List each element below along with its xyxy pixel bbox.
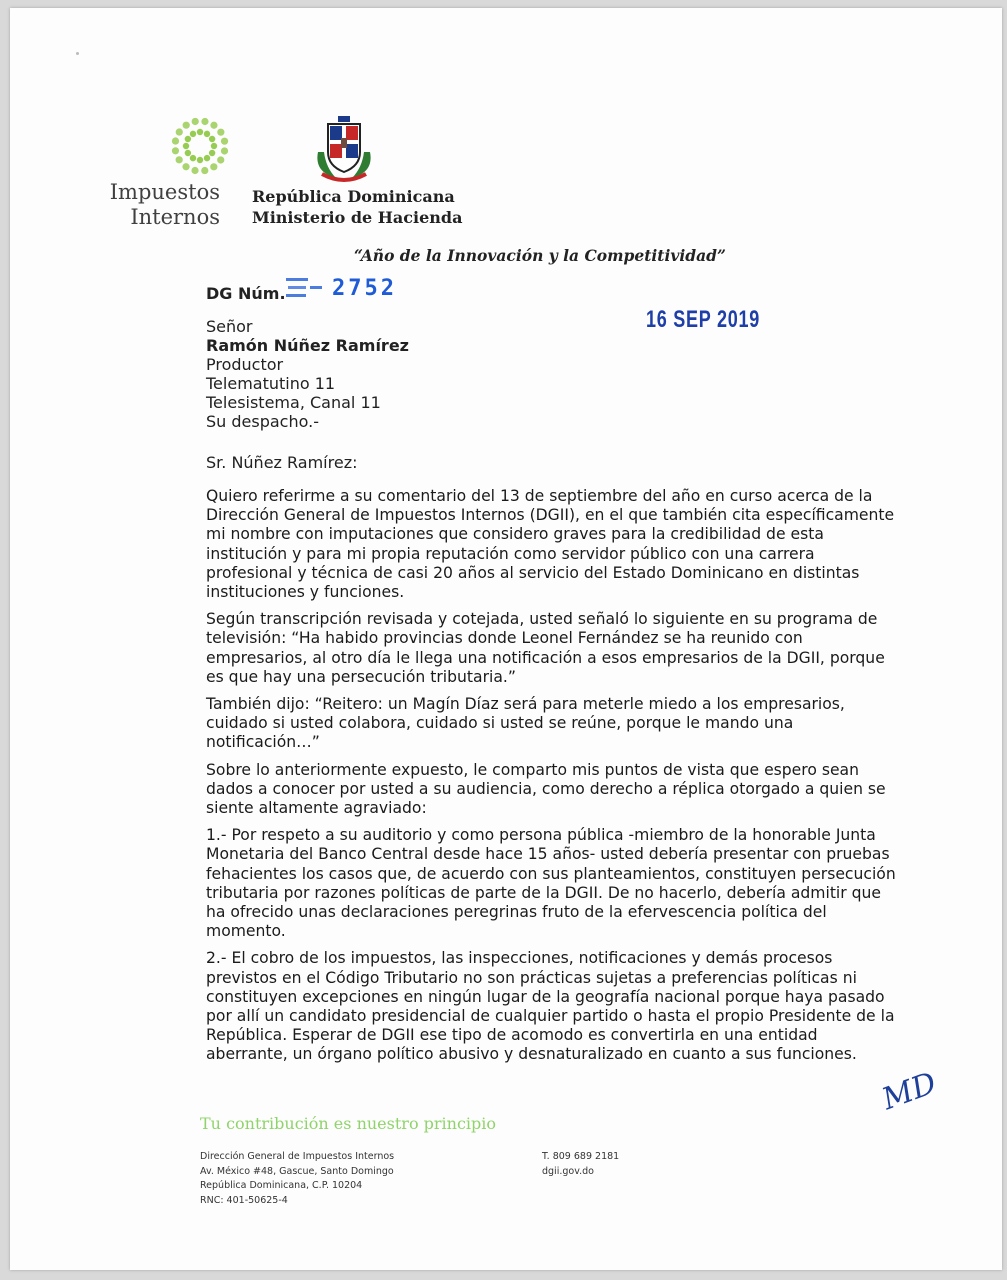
dg-number-value: 2752	[332, 276, 397, 301]
sun-dot-icon	[221, 138, 228, 145]
footer-web: dgii.gov.do	[542, 1165, 594, 1177]
sun-dot-icon	[211, 143, 217, 149]
sun-dot-icon	[217, 156, 224, 163]
dgii-logo-text	[10, 180, 220, 230]
rd-line-2: Ministerio de Hacienda	[252, 208, 463, 227]
sun-dot-icon	[172, 137, 179, 144]
footer-tagline: Tu contribución es nuestro principio	[200, 1114, 497, 1133]
letter-body	[206, 487, 896, 1073]
sun-dot-icon	[190, 155, 196, 161]
footer-contact	[542, 1150, 619, 1179]
footer-address-line-2: República Dominicana, C.P. 10204	[200, 1180, 363, 1191]
sun-dot-icon	[209, 136, 215, 142]
sun-dot-icon	[190, 131, 196, 137]
rd-line-1: República Dominicana	[252, 187, 455, 206]
signature-initials: MD	[877, 1065, 942, 1118]
sun-dot-icon	[185, 136, 191, 142]
body-paragraph: También dijo: “Reitero: un Magín Díaz será para meterle miedo a los empresarios, cuidado si usted colabora, cuidado si usted se reúne, porque le mando una notificación…”	[206, 695, 845, 752]
footer-rnc: RNC: 401-50625-4	[200, 1194, 288, 1206]
coat-of-arms-icon	[308, 112, 380, 184]
sun-dot-icon	[210, 163, 217, 170]
logo-line-2: Internos	[130, 205, 220, 229]
sun-dot-icon	[204, 131, 210, 137]
sun-dot-icon	[191, 167, 198, 174]
sun-dot-icon	[210, 122, 217, 129]
logo-line-1: Impuestos	[109, 180, 220, 204]
footer-phone: T. 809 689 2181	[542, 1151, 620, 1162]
body-paragraph: 1.- Por respeto a su auditorio y como persona pública -miembro de la honorable Junta Monetaria del Banco Central desde hace 15 años- usted debería presentar con pruebas fehacientes los casos que, de acuerdo con sus planteamientos, constituyen persecución tributaria por razones políticas de parte de la DGII. De no hacerlo, debería admitir que ha ofrecido unas declaraciones peregrinas fruto de la efervescencia política del momento.	[206, 826, 896, 941]
sun-dot-icon	[185, 150, 191, 156]
letter-page	[10, 8, 1002, 1270]
dgii-sun-logo-icon	[168, 114, 232, 178]
body-paragraph: Según transcripción revisada y cotejada, usted señaló lo siguiente en su programa de televisión: “Ha habido provincias donde Leonel Fernández se ha reunido con empresarios, al otro día le llega una notificación a esos empresarios de la DGII, porque es que hay una persecución tributaria.”	[206, 610, 885, 686]
sun-dot-icon	[182, 163, 189, 170]
recipient-closing: Su despacho.-	[206, 412, 319, 431]
sun-dot-icon	[183, 122, 190, 129]
recipient-company: Telesistema, Canal 11	[206, 393, 381, 412]
body-paragraph: 2.- El cobro de los impuestos, las inspecciones, notificaciones y demás procesos previstos en el Código Tributario no son prácticas sujetas a preferencias políticas ni constituyen excepciones en ningún lugar de la geografía nacional porque haya pasado por allí un candidato presidencial de cualquier partido o hasta el propio Presidente de la República. Esperar de DGII ese tipo de acomodo es convertirla en una entidad aberrante, un órgano político abusivo y desnaturalizado en cuanto a sus funciones.	[206, 949, 895, 1064]
sun-dot-icon	[197, 129, 203, 135]
date-stamp: 16 SEP 2019	[646, 306, 761, 333]
sun-dot-icon	[172, 147, 179, 154]
body-paragraph: Sobre lo anteriormente expuesto, le comparto mis puntos de vista que espero sean dados a conocer por usted a su audiencia, como derecho a réplica otorgado a quien se siente altamente agraviado:	[206, 760, 886, 818]
body-paragraph: Quiero referirme a su comentario del 13 de septiembre del año en curso acerca de la Dirección General de Impuestos Internos (DGII), en el que también cita específicamente mi nombre con imputaciones que considero graves para la credibilidad de esta institución y para mi propia reputación como servidor público con una carrera profesional y técnica de casi 20 años al servicio del Estado Dominicano en distintas instituciones y funciones.	[206, 487, 895, 602]
sun-dot-icon	[192, 118, 199, 125]
sun-dot-icon	[209, 150, 215, 156]
recipient-name: Ramón Núñez Ramírez	[206, 336, 409, 355]
sun-dot-icon	[221, 147, 228, 154]
recipient-title: Señor	[206, 317, 253, 336]
sun-dot-icon	[201, 167, 208, 174]
scan-speck	[76, 52, 79, 55]
footer-org: Dirección General de Impuestos Internos	[200, 1151, 395, 1162]
sun-dot-icon	[217, 129, 224, 136]
sun-dot-icon	[197, 157, 203, 163]
footer-address	[200, 1150, 394, 1208]
recipient-block	[206, 317, 409, 431]
sun-dot-icon	[201, 118, 208, 125]
sun-dot-icon	[204, 155, 210, 161]
year-motto: “Año de la Innovación y la Competitividad”	[354, 246, 726, 265]
sun-dot-icon	[176, 128, 183, 135]
government-heading	[252, 186, 462, 228]
footer-address-line-1: Av. México #48, Gascue, Santo Domingo	[200, 1165, 394, 1177]
sun-dot-icon	[176, 156, 183, 163]
recipient-position: Productor	[206, 355, 284, 374]
sun-dot-icon	[183, 143, 189, 149]
recipient-program: Telematutino 11	[206, 374, 336, 393]
salutation: Sr. Núñez Ramírez:	[206, 453, 358, 472]
dg-number-label: DG Núm.	[206, 284, 286, 303]
